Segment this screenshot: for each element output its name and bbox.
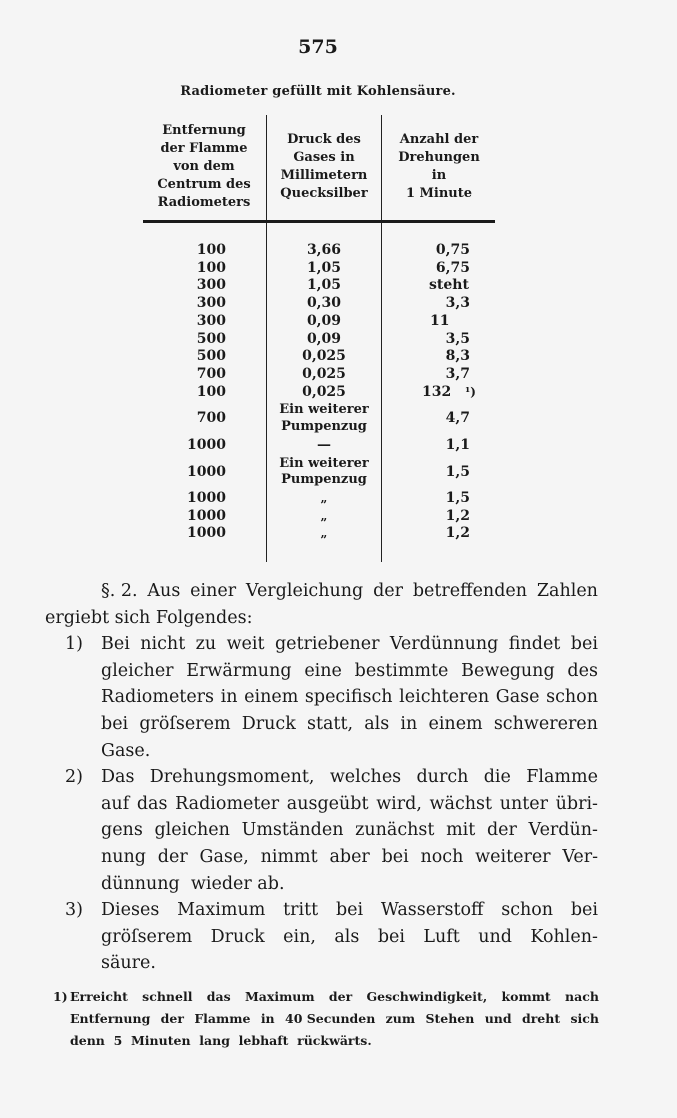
text-line bbox=[45, 764, 598, 791]
cell-turns-value: 6,75 bbox=[435, 259, 470, 276]
cell-distance: 700 bbox=[196, 410, 226, 427]
word: das bbox=[206, 989, 231, 1004]
text-line bbox=[45, 684, 598, 711]
word: Erwärmung bbox=[186, 660, 292, 681]
cell-turns bbox=[400, 384, 502, 402]
cell-distance: 1000 bbox=[187, 507, 226, 524]
word: Bei bbox=[101, 634, 130, 655]
word: und bbox=[484, 1011, 512, 1026]
header-line: Drehungen bbox=[398, 150, 480, 165]
cell-turns bbox=[420, 260, 470, 278]
cell-pressure bbox=[268, 277, 380, 295]
word: noch bbox=[420, 846, 464, 867]
cell-pressure-line: Ein weiterer bbox=[279, 402, 369, 418]
word: Erreicht bbox=[70, 989, 128, 1004]
word: zunächst bbox=[355, 820, 435, 841]
list-item bbox=[45, 764, 598, 897]
word: schon bbox=[546, 687, 598, 708]
cell-pressure-line: 1,05 bbox=[306, 277, 342, 294]
cell-turns-value: steht bbox=[429, 277, 469, 294]
word: bei bbox=[335, 900, 364, 921]
word: gleicher bbox=[101, 660, 174, 681]
table-row bbox=[0, 384, 677, 402]
word: Luft bbox=[423, 926, 460, 947]
text-line bbox=[45, 791, 598, 818]
cell-turns-value: 8,3 bbox=[445, 348, 470, 365]
header-line: in bbox=[431, 168, 447, 183]
cell-pressure-line: Ein weiterer bbox=[279, 455, 369, 471]
word: bestimmte bbox=[354, 660, 449, 681]
word: bei bbox=[570, 900, 598, 921]
word: gens bbox=[101, 820, 143, 841]
cell-pressure bbox=[268, 242, 380, 260]
word: schnell bbox=[142, 989, 193, 1004]
cell-distance: 1000 bbox=[187, 436, 226, 453]
word: nimmt bbox=[260, 846, 318, 867]
cell-turns bbox=[420, 348, 470, 366]
word: Vergleichung bbox=[245, 581, 364, 601]
word: bei bbox=[377, 926, 405, 947]
cell-turns bbox=[424, 277, 474, 295]
page-number: 575 bbox=[298, 36, 338, 58]
word: Verdün- bbox=[528, 820, 598, 841]
header-line: Radiometers bbox=[157, 195, 251, 210]
cell-pressure bbox=[268, 508, 380, 526]
column-header-distance bbox=[148, 122, 260, 212]
word: Stehen bbox=[425, 1011, 475, 1026]
cell-turns-value: 3,3 bbox=[445, 295, 470, 312]
word: wird, bbox=[376, 793, 422, 814]
word: findet bbox=[508, 634, 561, 655]
word: zu bbox=[195, 634, 217, 655]
list-item-number: 3) bbox=[65, 900, 83, 921]
word: als bbox=[364, 713, 390, 734]
word: betreffenden bbox=[412, 581, 528, 601]
word: dünnung wieder ab. bbox=[101, 873, 285, 894]
column-header-turns bbox=[386, 131, 492, 203]
cell-pressure bbox=[268, 366, 380, 384]
word: sich bbox=[570, 1011, 599, 1026]
cell-turns-value: 132 bbox=[422, 383, 452, 400]
text-line bbox=[45, 578, 598, 605]
word: Dieses bbox=[101, 900, 160, 921]
cell-turns-value: 3,5 bbox=[445, 330, 470, 347]
header-line: Anzahl der bbox=[399, 132, 479, 147]
word: ergiebt sich Folgendes: bbox=[45, 607, 253, 628]
cell-distance: 1000 bbox=[187, 463, 226, 480]
word: schwereren bbox=[493, 713, 598, 734]
cell-pressure-line: Pumpenzug bbox=[281, 472, 367, 487]
table-row bbox=[0, 295, 677, 313]
cell-pressure-line: „ bbox=[320, 491, 328, 505]
text-line bbox=[45, 631, 598, 658]
cell-turns-value: 1,5 bbox=[445, 490, 470, 506]
footnote bbox=[53, 986, 599, 1052]
word: in bbox=[400, 713, 418, 734]
text-line bbox=[45, 711, 598, 738]
word: denn 5 Minuten lang lebhaft rückwärts. bbox=[70, 1033, 372, 1048]
cell-pressure-line: Pumpenzug bbox=[281, 418, 367, 434]
word: welches bbox=[329, 767, 402, 788]
text-line bbox=[45, 844, 598, 871]
table-row bbox=[0, 437, 677, 455]
word: gleichen bbox=[154, 820, 230, 841]
text-line bbox=[45, 658, 598, 685]
cell-turns-value: 1,1 bbox=[445, 436, 470, 453]
word: Umständen bbox=[241, 820, 344, 841]
table-row bbox=[0, 508, 677, 526]
text-line bbox=[53, 986, 599, 1008]
cell-turns bbox=[420, 490, 470, 508]
word: zum bbox=[385, 1011, 416, 1026]
cell-turns-value: 1,2 bbox=[445, 525, 470, 542]
word: Maximum bbox=[244, 989, 315, 1004]
cell-turns bbox=[420, 508, 470, 526]
text-line bbox=[45, 897, 598, 924]
word: in bbox=[220, 687, 238, 708]
word: Kohlen- bbox=[530, 926, 598, 947]
cell-pressure-line: 0,025 bbox=[302, 365, 346, 382]
cell-turns-value: 0,75 bbox=[435, 242, 470, 258]
word: bei bbox=[381, 846, 409, 867]
table-row bbox=[0, 490, 677, 508]
word: weiterer bbox=[475, 846, 551, 867]
cell-distance: 100 bbox=[196, 383, 226, 400]
cell-turns bbox=[420, 525, 470, 543]
cell-turns-value: 11 bbox=[430, 312, 450, 329]
word: gröſserem bbox=[101, 926, 193, 947]
text-line bbox=[45, 738, 598, 765]
word: der bbox=[486, 820, 517, 841]
table-row bbox=[0, 242, 677, 260]
word: Geschwindigkeit, bbox=[366, 989, 488, 1004]
cell-pressure-line: 3,66 bbox=[306, 242, 342, 258]
table-row bbox=[0, 260, 677, 278]
word: Gase bbox=[495, 687, 540, 708]
word: das bbox=[136, 793, 168, 814]
word: unter bbox=[499, 793, 548, 814]
word: übri- bbox=[555, 793, 598, 814]
column-header-pressure bbox=[270, 131, 378, 203]
cell-pressure bbox=[268, 295, 380, 313]
table-row bbox=[0, 401, 677, 437]
word: bei bbox=[570, 634, 598, 655]
cell-pressure-line: „ bbox=[320, 526, 328, 541]
word: Drehungsmoment, bbox=[149, 767, 315, 788]
word: Maximum bbox=[177, 900, 266, 921]
word: als bbox=[334, 926, 360, 947]
word: dreht bbox=[521, 1011, 561, 1026]
cell-distance: 100 bbox=[196, 259, 226, 276]
word: 40 Secunden bbox=[285, 1011, 376, 1026]
cell-distance: 300 bbox=[196, 312, 226, 329]
table-row bbox=[0, 313, 677, 331]
word: Ver- bbox=[562, 846, 598, 867]
cell-turns bbox=[420, 401, 470, 437]
word: Entfernung bbox=[70, 1011, 151, 1026]
cell-pressure-line: 0,09 bbox=[306, 330, 342, 347]
header-line: Entfernung bbox=[162, 123, 246, 138]
word: §. 2. bbox=[101, 581, 138, 601]
word: Radiometer bbox=[175, 793, 280, 814]
cell-turns bbox=[420, 242, 470, 260]
cell-turns bbox=[420, 455, 470, 491]
table-row bbox=[0, 348, 677, 366]
cell-pressure-line: — bbox=[317, 436, 331, 453]
word: einem bbox=[428, 713, 483, 734]
cell-pressure bbox=[268, 313, 380, 331]
header-line: Centrum des bbox=[157, 177, 251, 192]
footnote-marker: ¹) bbox=[465, 384, 476, 399]
word: nach bbox=[565, 989, 599, 1004]
word: der bbox=[373, 581, 403, 601]
word: eine bbox=[304, 660, 342, 681]
header-line: Gases in bbox=[293, 150, 355, 165]
cell-distance: 100 bbox=[196, 242, 226, 258]
table-row bbox=[0, 331, 677, 349]
word: Gase. bbox=[101, 740, 151, 761]
word: Flamme bbox=[194, 1011, 251, 1026]
word: schon bbox=[501, 900, 554, 921]
list-item bbox=[45, 897, 598, 977]
word: leichteren bbox=[399, 687, 490, 708]
word: der bbox=[160, 1011, 184, 1026]
word: und bbox=[478, 926, 512, 947]
header-line: der Flamme bbox=[160, 141, 248, 156]
cell-pressure-line: „ bbox=[320, 508, 328, 523]
cell-pressure-line: 0,09 bbox=[306, 312, 342, 329]
cell-pressure-line: 1,05 bbox=[306, 259, 342, 276]
text-line bbox=[45, 950, 598, 977]
word: des bbox=[567, 660, 598, 681]
list-item-number: 2) bbox=[65, 767, 83, 788]
cell-turns-value: 4,7 bbox=[445, 410, 470, 427]
header-line: 1 Minute bbox=[405, 186, 473, 201]
cell-distance: 300 bbox=[196, 295, 226, 312]
word: ausgeübt bbox=[286, 793, 369, 814]
cell-pressure-line: 0,30 bbox=[306, 295, 342, 312]
word: specifisch bbox=[304, 687, 393, 708]
word: die bbox=[483, 767, 511, 788]
word: einer bbox=[190, 581, 237, 601]
text-line bbox=[45, 871, 598, 898]
word: einem bbox=[244, 687, 299, 708]
cell-turns-value: 1,2 bbox=[445, 507, 470, 524]
table-caption: Radiometer gefüllt mit Kohlensäure. bbox=[180, 84, 456, 99]
cell-distance: 1000 bbox=[187, 525, 226, 542]
cell-distance: 300 bbox=[196, 277, 226, 294]
cell-pressure bbox=[268, 525, 380, 543]
text-line bbox=[53, 1030, 599, 1052]
word: der bbox=[157, 846, 188, 867]
word: Gase, bbox=[199, 846, 249, 867]
word: ein, bbox=[283, 926, 316, 947]
cell-pressure-line: 0,025 bbox=[302, 383, 346, 400]
word: Zahlen bbox=[536, 581, 598, 601]
table-row bbox=[0, 525, 677, 543]
table-row bbox=[0, 455, 677, 491]
list-item bbox=[45, 631, 598, 764]
word: getriebener bbox=[274, 634, 380, 655]
word: Druck bbox=[210, 926, 265, 947]
cell-turns-value: 3,7 bbox=[445, 365, 470, 382]
section-text bbox=[45, 578, 598, 977]
cell-turns bbox=[420, 331, 470, 349]
word: Flamme bbox=[526, 767, 598, 788]
cell-pressure bbox=[268, 331, 380, 349]
word: säure. bbox=[101, 953, 156, 974]
word: wächst bbox=[429, 793, 493, 814]
cell-pressure bbox=[268, 260, 380, 278]
word: gröſserem bbox=[139, 713, 231, 734]
text-line bbox=[45, 817, 598, 844]
word: Druck bbox=[241, 713, 296, 734]
header-line: Quecksilber bbox=[280, 186, 368, 201]
header-line: Druck des bbox=[287, 132, 361, 147]
word: Aus bbox=[147, 581, 181, 601]
word: aber bbox=[329, 846, 370, 867]
cell-pressure bbox=[268, 401, 380, 435]
word: tritt bbox=[283, 900, 319, 921]
word: weit bbox=[226, 634, 265, 655]
word: Verdünnung bbox=[389, 634, 499, 655]
word: bei bbox=[101, 713, 129, 734]
word: mit bbox=[446, 820, 476, 841]
cell-turns bbox=[430, 313, 480, 331]
cell-distance: 500 bbox=[196, 330, 226, 347]
text-line bbox=[45, 924, 598, 951]
word: Wasserstoff bbox=[380, 900, 484, 921]
text-line bbox=[53, 1008, 599, 1030]
word: nung bbox=[101, 846, 147, 867]
word: auf bbox=[101, 793, 130, 814]
cell-turns-value: 1,5 bbox=[445, 463, 470, 480]
text-line bbox=[45, 605, 598, 632]
word: durch bbox=[416, 767, 469, 788]
cell-pressure-line: 0,025 bbox=[302, 348, 346, 365]
word: in bbox=[260, 1011, 275, 1026]
word: Bewegung bbox=[461, 660, 555, 681]
word: der bbox=[328, 989, 353, 1004]
cell-pressure bbox=[268, 455, 380, 489]
word: statt, bbox=[306, 713, 354, 734]
word: Das bbox=[101, 767, 135, 788]
word: nicht bbox=[140, 634, 186, 655]
footnote-number: 1) bbox=[53, 989, 68, 1004]
cell-distance: 700 bbox=[196, 365, 226, 382]
header-line: von dem bbox=[173, 159, 235, 174]
table-row bbox=[0, 366, 677, 384]
cell-pressure bbox=[268, 348, 380, 366]
cell-turns bbox=[420, 437, 470, 455]
cell-pressure bbox=[268, 384, 380, 402]
cell-distance: 500 bbox=[196, 348, 226, 365]
header-rule bbox=[143, 220, 495, 223]
list-item-number: 1) bbox=[65, 634, 83, 655]
cell-pressure bbox=[268, 437, 380, 455]
cell-pressure bbox=[268, 490, 380, 508]
cell-turns bbox=[420, 366, 470, 384]
header-line: Millimetern bbox=[280, 168, 368, 183]
table-row bbox=[0, 277, 677, 295]
word: kommt bbox=[501, 989, 551, 1004]
cell-turns bbox=[420, 295, 470, 313]
word: Radiometers bbox=[101, 687, 215, 708]
cell-distance: 1000 bbox=[187, 490, 226, 506]
